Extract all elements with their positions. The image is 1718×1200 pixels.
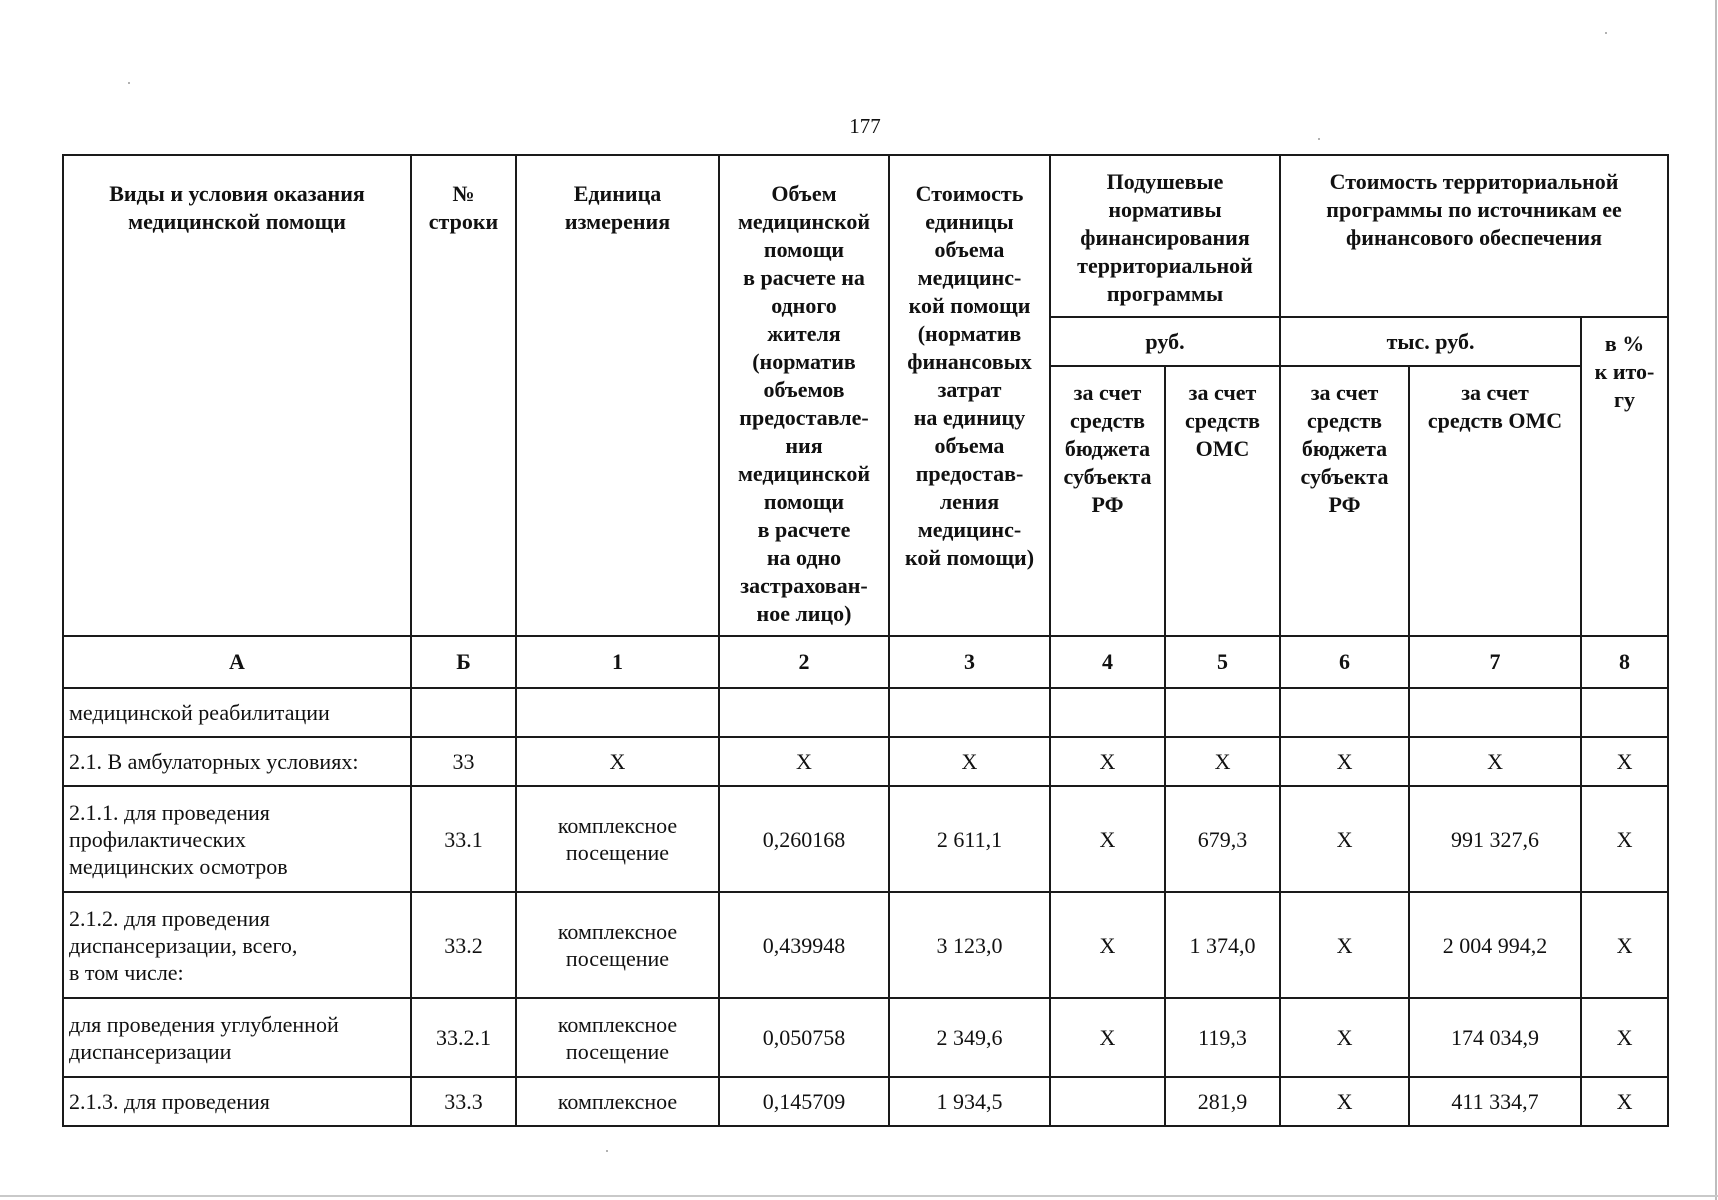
row-value-cell — [1409, 892, 1581, 998]
header-text-line: помощи — [763, 489, 845, 514]
cell-text-line: 33.2 — [444, 932, 483, 958]
row-value-cell — [889, 737, 1050, 786]
cell-text-line: 33.1 — [444, 826, 483, 852]
row-value-cell — [719, 1077, 889, 1126]
row-value-cell — [719, 998, 889, 1077]
cell-text-line: 411 334,7 — [1451, 1089, 1539, 1114]
table-row — [63, 1077, 1668, 1126]
row-value-cell — [1409, 998, 1581, 1077]
cell-text-line: комплексное — [557, 919, 678, 944]
header-text-line: субъекта — [1300, 464, 1389, 489]
row-value-cell — [1050, 1077, 1165, 1126]
column-index-cell: 1 — [516, 636, 719, 688]
row-value-cell — [889, 998, 1050, 1077]
row-value-cell — [1280, 688, 1409, 737]
cell-text-line: посещение — [565, 840, 670, 865]
table-row — [63, 998, 1668, 1077]
scan-speck — [128, 82, 130, 84]
header-text-line: Единица — [573, 181, 662, 206]
row-value-cell — [1050, 892, 1165, 998]
cell-text-line: комплексное — [557, 1011, 678, 1037]
cell-text-line: 1 374,0 — [1189, 932, 1256, 958]
header-text-line: в расчете на — [743, 265, 865, 290]
header-text-line: за счет — [1188, 380, 1257, 405]
header-text-line: РФ — [1091, 492, 1124, 517]
cell-text-line: X — [1099, 932, 1116, 958]
row-value-cell — [1165, 688, 1280, 737]
header-text-line: финансовых — [907, 349, 1032, 374]
row-name-cell — [63, 1077, 411, 1126]
header-text-line: за счет — [1461, 380, 1529, 405]
row-value-cell — [1165, 737, 1280, 786]
row-value-cell — [1409, 786, 1581, 892]
column-index-cell: А — [63, 636, 411, 688]
column-index-cell: 2 — [719, 636, 889, 688]
table-row — [63, 786, 1668, 892]
table-row — [63, 737, 1668, 786]
cell-text-line: X — [796, 749, 812, 774]
row-name-cell — [63, 688, 411, 737]
header-text-line: за счет — [1310, 380, 1379, 405]
row-value-cell — [516, 737, 719, 786]
header-text-line: средств ОМС — [1427, 408, 1563, 433]
row-value-cell — [889, 786, 1050, 892]
row-name-line: в том числе: — [69, 959, 184, 985]
row-value-cell — [411, 786, 516, 892]
header-text-line: застрахован- — [740, 573, 868, 598]
row-value-cell — [516, 688, 719, 737]
cell-text-line: X — [609, 749, 626, 774]
scan-speck — [1605, 32, 1607, 34]
header-text-line: бюджета — [1301, 436, 1388, 461]
cell-text-line: 33.3 — [444, 1089, 483, 1114]
row-value-cell — [1050, 688, 1165, 737]
row-value-cell — [411, 688, 516, 737]
header-text-line: программы — [1106, 281, 1224, 306]
header-text-line: нормативы — [1108, 197, 1222, 222]
row-value-cell — [516, 998, 719, 1077]
cell-text-line: X — [1336, 826, 1353, 852]
row-value-cell — [1165, 998, 1280, 1077]
cell-text-line: X — [1336, 749, 1353, 774]
header-col-b — [411, 155, 516, 636]
header-text-line: финансирования — [1080, 225, 1250, 250]
cell-text-line: 174 034,9 — [1451, 1025, 1540, 1050]
cell-text-line: X — [961, 749, 978, 774]
row-name-cell — [63, 786, 411, 892]
cell-text-line: 33 — [452, 749, 475, 774]
header-col-8 — [1581, 317, 1668, 636]
column-index-cell: 3 — [889, 636, 1050, 688]
row-name-line: 2.1.2. для проведения — [69, 905, 270, 931]
header-text-line: РФ — [1328, 492, 1361, 517]
table-row — [63, 688, 1668, 737]
header-text-line: бюджета — [1064, 436, 1151, 461]
header-col-3 — [889, 155, 1050, 636]
header-text-line: Стоимость — [915, 181, 1024, 206]
cell-text-line: 2 349,6 — [936, 1025, 1003, 1050]
row-value-cell — [1280, 1077, 1409, 1126]
column-index-cell: 7 — [1409, 636, 1581, 688]
header-text-line: территориальной — [1077, 253, 1253, 278]
header-text-line: медицинской помощи — [128, 209, 346, 234]
row-value-cell — [411, 1077, 516, 1126]
row-value-cell — [411, 998, 516, 1077]
row-value-cell — [411, 892, 516, 998]
row-name-cell — [63, 737, 411, 786]
header-text-line: Стоимость территориальной — [1329, 169, 1619, 194]
cell-text-line: посещение — [565, 946, 670, 971]
row-value-cell — [1409, 737, 1581, 786]
cell-text-line: 0,145709 — [762, 1089, 846, 1114]
cell-text-line: 0,439948 — [762, 932, 846, 958]
cell-text-line: 33.2.1 — [436, 1025, 491, 1050]
header-text-line: Подушевые — [1106, 169, 1224, 194]
header-col-1 — [516, 155, 719, 636]
row-value-cell — [516, 786, 719, 892]
header-text-line: ОМС — [1195, 436, 1250, 461]
row-value-cell — [889, 688, 1050, 737]
column-index-row — [63, 636, 1668, 688]
cell-text-line: 0,260168 — [762, 826, 846, 852]
header-text-line: кой помощи) — [904, 545, 1035, 570]
header-text-line: средств — [1069, 408, 1146, 433]
cell-text-line: 281,9 — [1197, 1089, 1248, 1114]
row-name-line: профилактических — [69, 826, 246, 852]
header-text-line: жителя — [767, 321, 841, 346]
header-text-line: предостав- — [915, 461, 1024, 486]
cell-text-line: 679,3 — [1197, 826, 1248, 852]
cell-text-line: комплексное — [557, 813, 678, 838]
cell-text-line: X — [1336, 1025, 1353, 1050]
header-text-line: объема — [934, 433, 1005, 458]
header-text-line: затрат — [937, 377, 1002, 402]
row-value-cell — [1165, 1077, 1280, 1126]
cell-text-line: X — [1099, 826, 1116, 852]
header-text-line: к ито- — [1594, 359, 1655, 384]
header-text-line: медицинской — [737, 209, 871, 234]
column-index-cell: 4 — [1050, 636, 1165, 688]
header-text-line: мeдицинс- — [917, 265, 1022, 290]
row-name-line: диспансеризации, всего, — [69, 932, 298, 958]
header-row-top — [63, 155, 1668, 317]
header-col-5 — [1165, 366, 1280, 636]
row-value-cell — [516, 892, 719, 998]
row-name-line: 2.1.1. для проведения — [69, 799, 270, 825]
row-value-cell — [1280, 786, 1409, 892]
cell-text-line: 119,3 — [1198, 1025, 1247, 1050]
header-text-line: средств — [1184, 408, 1261, 433]
header-text-line: ния — [785, 433, 823, 458]
cell-text-line: X — [1099, 749, 1116, 774]
row-name-line: для проведения углубленной — [69, 1011, 339, 1037]
cell-text-line: 1 934,5 — [936, 1089, 1003, 1114]
row-value-cell — [1581, 737, 1668, 786]
row-value-cell — [1050, 998, 1165, 1077]
row-value-cell — [889, 1077, 1050, 1126]
header-text-line: объемов — [763, 377, 845, 402]
header-unit-thousand-rub: тыс. руб. — [1280, 317, 1581, 366]
row-value-cell — [1581, 998, 1668, 1077]
row-value-cell — [719, 786, 889, 892]
table-row — [63, 892, 1668, 998]
row-value-cell — [1581, 786, 1668, 892]
cell-text-line: X — [1487, 749, 1503, 774]
header-text-line: субъекта — [1063, 464, 1152, 489]
column-index-cell: 5 — [1165, 636, 1280, 688]
header-unit-rub: руб. — [1050, 317, 1280, 366]
header-col-6 — [1280, 366, 1409, 636]
cell-text-line: X — [1214, 749, 1231, 774]
header-text-line: одного — [771, 293, 837, 318]
row-value-cell — [1280, 998, 1409, 1077]
row-name-line: медицинской реабилитации — [69, 700, 330, 725]
header-text-line: кой помощи — [908, 293, 1031, 318]
cell-text-line: X — [1616, 932, 1633, 958]
header-text-line: гу — [1614, 387, 1636, 412]
cell-text-line: X — [1616, 1025, 1633, 1050]
header-col-7 — [1409, 366, 1581, 636]
header-col-a — [63, 155, 411, 636]
cell-text-line: 3 123,0 — [936, 932, 1003, 958]
row-value-cell — [1280, 737, 1409, 786]
header-text-line: предоставле- — [739, 405, 869, 430]
row-name-line: 2.1.3. для проведения — [69, 1089, 270, 1114]
header-text-line: (норматив — [752, 349, 856, 374]
header-text-line: в % — [1604, 331, 1645, 356]
cell-text-line: 0,050758 — [762, 1025, 846, 1050]
header-group-cost — [1280, 155, 1668, 317]
row-value-cell — [719, 892, 889, 998]
row-value-cell — [1050, 737, 1165, 786]
header-text-line: строки — [428, 209, 499, 234]
row-value-cell — [1581, 892, 1668, 998]
row-value-cell — [1165, 786, 1280, 892]
header-text-line: за счет — [1073, 380, 1142, 405]
row-value-cell — [1165, 892, 1280, 998]
header-text-line: на одно — [766, 545, 842, 570]
cell-text-line: 2 611,1 — [936, 826, 1003, 852]
cell-text-line: посещение — [565, 1038, 670, 1064]
row-value-cell — [1050, 786, 1165, 892]
row-value-cell — [1581, 688, 1668, 737]
header-group-per-capita — [1050, 155, 1280, 317]
cell-text-line: X — [1616, 1089, 1633, 1114]
row-name-line: диспансеризации — [69, 1038, 232, 1064]
row-value-cell — [1409, 688, 1581, 737]
cell-text-line: X — [1099, 1025, 1116, 1050]
header-text-line: (норматив — [917, 321, 1022, 346]
cell-text-line: комплексное — [557, 1089, 678, 1114]
header-text-line: измерения — [564, 209, 671, 234]
scan-speck — [1318, 138, 1320, 140]
row-name-cell — [63, 998, 411, 1077]
cell-text-line: X — [1616, 749, 1633, 774]
header-text-line: Виды и условия оказания — [109, 181, 365, 206]
row-value-cell — [889, 892, 1050, 998]
header-text-line: ное лицо) — [756, 601, 852, 626]
financing-table — [62, 154, 1669, 1127]
row-name-line: 2.1. В амбулаторных условиях: — [69, 749, 359, 774]
row-value-cell — [411, 737, 516, 786]
header-text-line: программы по источникам ее — [1326, 197, 1622, 222]
header-text-line: медицинс- — [917, 517, 1022, 542]
header-text-line: № — [452, 181, 475, 206]
cell-text-line: X — [1336, 932, 1353, 958]
cell-text-line: 991 327,6 — [1451, 826, 1540, 852]
row-value-cell — [719, 688, 889, 737]
header-text-line: средств — [1306, 408, 1383, 433]
cell-text-line: X — [1336, 1089, 1353, 1114]
scan-speck — [606, 1150, 608, 1152]
row-value-cell — [719, 737, 889, 786]
column-index-cell: 8 — [1581, 636, 1668, 688]
row-value-cell — [1280, 892, 1409, 998]
page-number: 177 — [849, 114, 881, 138]
header-text-line: на единицу — [913, 405, 1026, 430]
row-value-cell — [516, 1077, 719, 1126]
column-index-cell: 6 — [1280, 636, 1409, 688]
cell-text-line: 2 004 994,2 — [1442, 932, 1548, 958]
sheet-right-edge — [1715, 0, 1717, 1200]
column-index-cell: Б — [411, 636, 516, 688]
row-value-cell — [1581, 1077, 1668, 1126]
row-name-cell — [63, 892, 411, 998]
header-text-line: объема — [934, 237, 1005, 262]
header-text-line: единицы — [925, 209, 1014, 234]
header-text-line: финансового обеспечения — [1346, 225, 1603, 250]
header-text-line: помощи — [763, 237, 845, 262]
header-text-line: в расчете — [757, 517, 851, 542]
header-text-line: медицинской — [737, 461, 871, 486]
cell-text-line: X — [1616, 826, 1633, 852]
header-text-line: Объем — [771, 181, 837, 206]
header-col-2 — [719, 155, 889, 636]
header-text-line: ления — [939, 489, 1000, 514]
row-name-line: медицинских осмотров — [69, 853, 288, 879]
header-col-4 — [1050, 366, 1165, 636]
row-value-cell — [1409, 1077, 1581, 1126]
sheet-bottom-edge — [0, 1195, 1718, 1197]
